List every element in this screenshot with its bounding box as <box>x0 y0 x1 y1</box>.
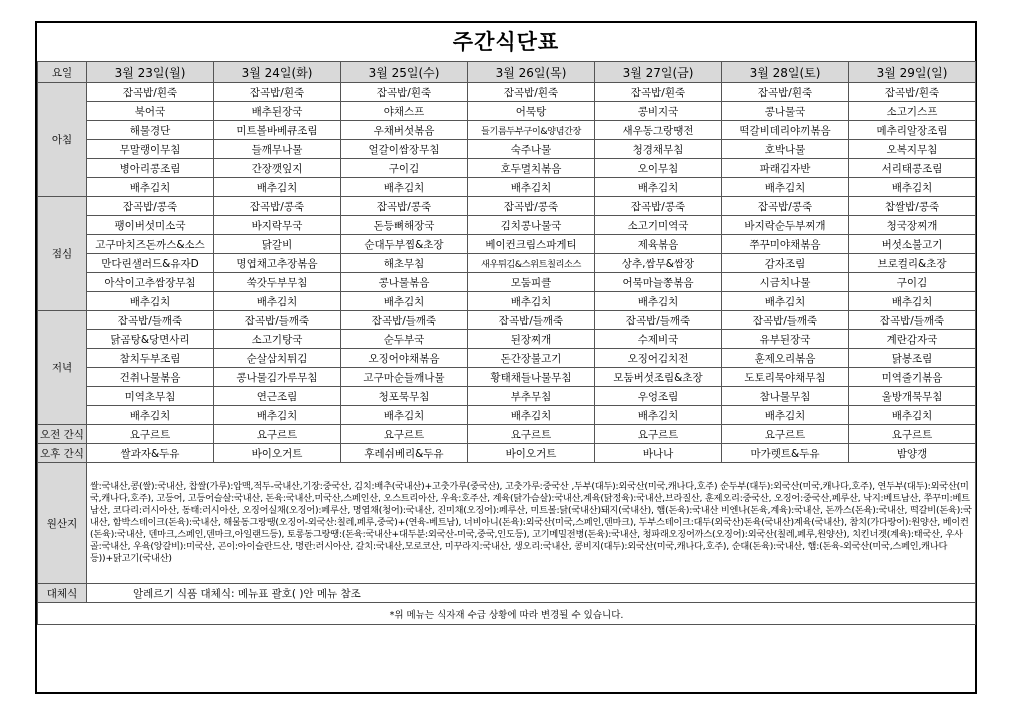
menu-cell: 잡곡밥/흰죽 <box>87 83 214 102</box>
menu-cell: 부추무침 <box>468 387 595 406</box>
weekly-menu-table <box>37 61 976 625</box>
snack-cell: 요구르트 <box>595 425 722 444</box>
snack-cell: 요구르트 <box>87 425 214 444</box>
menu-cell: 배추김치 <box>87 292 214 311</box>
menu-cell: 참나물무침 <box>722 387 849 406</box>
snack-cell: 바나나 <box>595 444 722 463</box>
day-header: 3월 24일(화) <box>214 62 341 83</box>
menu-cell: 어묵마늘쫑볶음 <box>595 273 722 292</box>
menu-cell: 콩나물국 <box>722 102 849 121</box>
menu-cell: 잡곡밥/들깨죽 <box>87 311 214 330</box>
menu-cell: 잡곡밥/콩죽 <box>468 197 595 216</box>
menu-cell: 오복지무침 <box>849 140 976 159</box>
menu-cell: 미트볼바베큐조림 <box>214 121 341 140</box>
menu-row <box>38 311 976 330</box>
menu-cell: 청포묵무침 <box>341 387 468 406</box>
menu-cell: 배추김치 <box>595 406 722 425</box>
menu-cell: 콩나물김가루무침 <box>214 368 341 387</box>
menu-row <box>38 292 976 311</box>
menu-cell: 배추김치 <box>468 178 595 197</box>
menu-cell: 닭곰탕&당면사리 <box>87 330 214 349</box>
menu-cell: 우채버섯볶음 <box>341 121 468 140</box>
menu-cell: 제육볶음 <box>595 235 722 254</box>
menu-cell: 바지락순두부찌개 <box>722 216 849 235</box>
menu-cell: 잡곡밥/흰죽 <box>595 83 722 102</box>
menu-cell: 들기름두부구이&양념간장 <box>468 121 595 140</box>
menu-row <box>38 330 976 349</box>
menu-cell: 찹쌀밥/콩죽 <box>849 197 976 216</box>
menu-cell: 배추김치 <box>341 406 468 425</box>
menu-cell: 팽이버섯미소국 <box>87 216 214 235</box>
menu-row <box>38 368 976 387</box>
menu-cell: 배추김치 <box>341 178 468 197</box>
menu-row <box>38 178 976 197</box>
menu-cell: 해물경단 <box>87 121 214 140</box>
menu-row <box>38 83 976 102</box>
menu-cell: 잡곡밥/흰죽 <box>214 83 341 102</box>
menu-row <box>38 197 976 216</box>
snack-cell: 바이오거트 <box>468 444 595 463</box>
menu-cell: 베이컨크림스파게티 <box>468 235 595 254</box>
menu-cell: 배추김치 <box>849 292 976 311</box>
menu-cell: 배추김치 <box>341 292 468 311</box>
menu-cell: 훈제오리볶음 <box>722 349 849 368</box>
menu-cell: 배추김치 <box>214 406 341 425</box>
day-header: 3월 23일(월) <box>87 62 214 83</box>
menu-cell: 오징어야채볶음 <box>341 349 468 368</box>
menu-cell: 쭈꾸미야채볶음 <box>722 235 849 254</box>
menu-cell: 잡곡밥/콩죽 <box>341 197 468 216</box>
menu-cell: 참치두부조림 <box>87 349 214 368</box>
menu-cell: 배추김치 <box>722 292 849 311</box>
menu-cell: 모둠피클 <box>468 273 595 292</box>
menu-cell: 배추김치 <box>87 178 214 197</box>
snack-row <box>38 425 976 444</box>
menu-cell: 고구마치즈돈까스&소스 <box>87 235 214 254</box>
snack-cell: 요구르트 <box>849 425 976 444</box>
menu-cell: 오징어김치전 <box>595 349 722 368</box>
menu-cell: 황태채들나물무침 <box>468 368 595 387</box>
menu-cell: 배추김치 <box>468 406 595 425</box>
menu-cell: 우엉조림 <box>595 387 722 406</box>
footer-row <box>38 603 976 625</box>
menu-cell: 잡곡밥/들깨죽 <box>341 311 468 330</box>
menu-cell: 청경채무침 <box>595 140 722 159</box>
menu-cell: 배추김치 <box>595 178 722 197</box>
menu-cell: 잡곡밥/콩죽 <box>722 197 849 216</box>
menu-cell: 호박나물 <box>722 140 849 159</box>
menu-cell: 잡곡밥/들깨죽 <box>849 311 976 330</box>
meal-label: 저녁 <box>38 311 87 425</box>
menu-cell: 배추된장국 <box>214 102 341 121</box>
snack-cell: 바이오거트 <box>214 444 341 463</box>
menu-row <box>38 349 976 368</box>
menu-row <box>38 273 976 292</box>
menu-cell: 배추김치 <box>722 178 849 197</box>
menu-cell: 닭봉조림 <box>849 349 976 368</box>
menu-cell: 감자조림 <box>722 254 849 273</box>
snack-cell: 요구르트 <box>722 425 849 444</box>
menu-cell: 소고기미역국 <box>595 216 722 235</box>
menu-cell: 서리태콩조림 <box>849 159 976 178</box>
menu-cell: 구이김 <box>849 273 976 292</box>
menu-cell: 콩비지국 <box>595 102 722 121</box>
menu-cell: 건취나물볶음 <box>87 368 214 387</box>
menu-cell: 배추김치 <box>595 292 722 311</box>
menu-cell: 병아리콩조림 <box>87 159 214 178</box>
menu-cell: 잡곡밥/흰죽 <box>722 83 849 102</box>
menu-cell: 아삭이고추쌈장무침 <box>87 273 214 292</box>
menu-cell: 간장깻잎지 <box>214 159 341 178</box>
menu-row <box>38 121 976 140</box>
menu-cell: 메추리알장조림 <box>849 121 976 140</box>
menu-cell: 배추김치 <box>722 406 849 425</box>
menu-row <box>38 102 976 121</box>
snack-cell: 요구르트 <box>214 425 341 444</box>
day-header: 3월 29일(일) <box>849 62 976 83</box>
substitute-label: 대체식 <box>38 584 87 603</box>
menu-cell: 모둠버섯조림&초장 <box>595 368 722 387</box>
menu-cell: 야채스프 <box>341 102 468 121</box>
menu-cell: 콩나물볶음 <box>341 273 468 292</box>
snack-cell: 요구르트 <box>341 425 468 444</box>
meal-label: 아침 <box>38 83 87 197</box>
snack-cell: 밤양갱 <box>849 444 976 463</box>
menu-sheet <box>35 21 977 694</box>
menu-row <box>38 216 976 235</box>
substitute-text: 알레르기 식품 대체식: 메뉴표 괄호( )안 메뉴 참조 <box>87 584 976 603</box>
page-title: 주간식단표 <box>452 30 560 54</box>
menu-cell: 숙주나물 <box>468 140 595 159</box>
menu-cell: 배추김치 <box>214 178 341 197</box>
snack-cell: 마가렛트&두유 <box>722 444 849 463</box>
menu-cell: 만다린샐러드&유자D <box>87 254 214 273</box>
menu-cell: 버섯소불고기 <box>849 235 976 254</box>
menu-cell: 쑥갓두부무침 <box>214 273 341 292</box>
menu-row <box>38 254 976 273</box>
menu-cell: 잡곡밥/콩죽 <box>214 197 341 216</box>
menu-cell: 잡곡밥/들깨죽 <box>468 311 595 330</box>
menu-cell: 도토리묵야채무침 <box>722 368 849 387</box>
menu-cell: 수제비국 <box>595 330 722 349</box>
meal-label: 점심 <box>38 197 87 311</box>
menu-cell: 새우튀김&스위트칠리소스 <box>468 254 595 273</box>
menu-cell: 구이김 <box>341 159 468 178</box>
origin-row <box>38 463 976 584</box>
menu-cell: 닭갈비 <box>214 235 341 254</box>
menu-cell: 김치콩나물국 <box>468 216 595 235</box>
menu-cell: 미역줄기볶음 <box>849 368 976 387</box>
menu-cell: 잡곡밥/콩죽 <box>595 197 722 216</box>
weekday-label: 요일 <box>38 62 87 83</box>
menu-cell: 배추김치 <box>849 178 976 197</box>
menu-cell: 새우동그랑땡전 <box>595 121 722 140</box>
menu-cell: 배추김치 <box>468 292 595 311</box>
menu-cell: 잡곡밥/흰죽 <box>341 83 468 102</box>
snack-cell: 후레쉬베리&두유 <box>341 444 468 463</box>
snack-label: 오후 간식 <box>38 444 87 463</box>
menu-cell: 브로컬리&초장 <box>849 254 976 273</box>
footer-note: *위 메뉴는 식자재 수급 상황에 따라 변경될 수 있습니다. <box>38 603 976 625</box>
menu-row <box>38 387 976 406</box>
menu-cell: 북어국 <box>87 102 214 121</box>
menu-row <box>38 159 976 178</box>
menu-cell: 해초무침 <box>341 254 468 273</box>
header-row <box>38 62 976 83</box>
menu-cell: 잡곡밥/들깨죽 <box>214 311 341 330</box>
menu-cell: 얼갈이쌈장무침 <box>341 140 468 159</box>
menu-cell: 배추김치 <box>214 292 341 311</box>
menu-row <box>38 235 976 254</box>
menu-cell: 순두부국 <box>341 330 468 349</box>
snack-row <box>38 444 976 463</box>
snack-cell: 요구르트 <box>468 425 595 444</box>
menu-cell: 어묵탕 <box>468 102 595 121</box>
menu-cell: 유부된장국 <box>722 330 849 349</box>
menu-cell: 잡곡밥/들깨죽 <box>722 311 849 330</box>
menu-cell: 명엽채고추장볶음 <box>214 254 341 273</box>
menu-cell: 오이무침 <box>595 159 722 178</box>
menu-cell: 잡곡밥/들깨죽 <box>595 311 722 330</box>
menu-cell: 들깨무나물 <box>214 140 341 159</box>
substitute-row <box>38 584 976 603</box>
menu-cell: 돈간장불고기 <box>468 349 595 368</box>
snack-label: 오전 간식 <box>38 425 87 444</box>
menu-cell: 배추김치 <box>87 406 214 425</box>
menu-cell: 잡곡밥/흰죽 <box>849 83 976 102</box>
menu-cell: 울방개묵무침 <box>849 387 976 406</box>
menu-cell: 순살삼치튀김 <box>214 349 341 368</box>
menu-cell: 호두멸치볶음 <box>468 159 595 178</box>
menu-cell: 순대두부찜&초장 <box>341 235 468 254</box>
menu-cell: 계란감자국 <box>849 330 976 349</box>
menu-cell: 파래김자반 <box>722 159 849 178</box>
menu-row <box>38 140 976 159</box>
menu-row <box>38 406 976 425</box>
menu-cell: 무말랭이무침 <box>87 140 214 159</box>
snack-cell: 쌀과자&두유 <box>87 444 214 463</box>
day-header: 3월 25일(수) <box>341 62 468 83</box>
menu-cell: 소고기스프 <box>849 102 976 121</box>
menu-cell: 잡곡밥/흰죽 <box>468 83 595 102</box>
menu-cell: 상추,쌈무&쌈장 <box>595 254 722 273</box>
day-header: 3월 26일(목) <box>468 62 595 83</box>
menu-cell: 시금치나물 <box>722 273 849 292</box>
menu-cell: 바지락무국 <box>214 216 341 235</box>
day-header: 3월 28일(토) <box>722 62 849 83</box>
menu-cell: 떡갈비데리야끼볶음 <box>722 121 849 140</box>
menu-cell: 배추김치 <box>849 406 976 425</box>
day-header: 3월 27일(금) <box>595 62 722 83</box>
menu-cell: 청국장찌개 <box>849 216 976 235</box>
origin-label: 원산지 <box>38 463 87 584</box>
origin-text: 쌀:국내산,콩(쌀):국내산, 찹쌀(가루):압맥,적두-국내산,기장:중국산, 김치:배추(국내산)+고춧가루(중국산), 고춧가루:중국산 ,두부(대두):외국산(미국,캐나다,호주) 순두부(대두):외국산(미국,캐나다,호주), 연두부(대두):외국산(미국,캐나다,호주), 고등어, 고등어슬살:국내산, 돈육:국내산,미국산,스페인산, 오스트리아산, 우육:호주산, 계육(닭가슴살):국내산,계육(닭정육):국내산,브라질산, 훈제오리:중국산, 오징어:중국산,페루산, 낙지:베트남산, 쭈꾸미:베트남산, 코다리:러시아산, 동태:러시아산, 오징어실채(오징어):페루산, 명엽채(청어):국내산, 진미채(오징어):페루산, 미트볼:닭(국내산)돼지(국내산), 햄(돈육):국내산 비엔나(돈육,계육):국내산, 돈까스(돈육):국내산, 떡갈비(돈육):국내산, 함박스테이크(돈육):국내산, 해물동그랑땡(오징어-외국산:칠레,페루,중국)+(연육-베트남), 너비아니(돈육):외국산(미국,스페인,덴마크), 두부스테이크:대두(외국산)돈육(국내산)계육(국내산), 참치(가다랑어):원양산, 베이컨(돈육):국내산, 덴마크,스페인,덴마크,아일랜드등), 토롱동그랑땡:(돈육:국내산+대두분:외국산-미국,중국,인도등), 고기메밀전병(돈육):국내산, 청파래오징어까스(오징어):외국산(칠레,페루,원양산), 치킨너겟(계육):태국산, 우사골:국내산, 우육(앙갈비):미국산, 곤이:아이슬란드산, 명란:러시아산, 갈치:국내산,모로코산, 미꾸라지:국내산, 생오리:국내산, 콩비지(대두):외국산(미국,캐나다,호주), 순대(돈육):국내산, 햄:(돈육-외국산(미국,스페인,캐나다등))+닭고기(국내산) <box>87 463 976 584</box>
menu-cell: 잡곡밥/콩죽 <box>87 197 214 216</box>
menu-cell: 미역초무침 <box>87 387 214 406</box>
menu-cell: 고구마순들깨나물 <box>341 368 468 387</box>
menu-cell: 소고기탕국 <box>214 330 341 349</box>
menu-cell: 된장찌개 <box>468 330 595 349</box>
menu-cell: 돈등뼈해장국 <box>341 216 468 235</box>
menu-cell: 연근조림 <box>214 387 341 406</box>
